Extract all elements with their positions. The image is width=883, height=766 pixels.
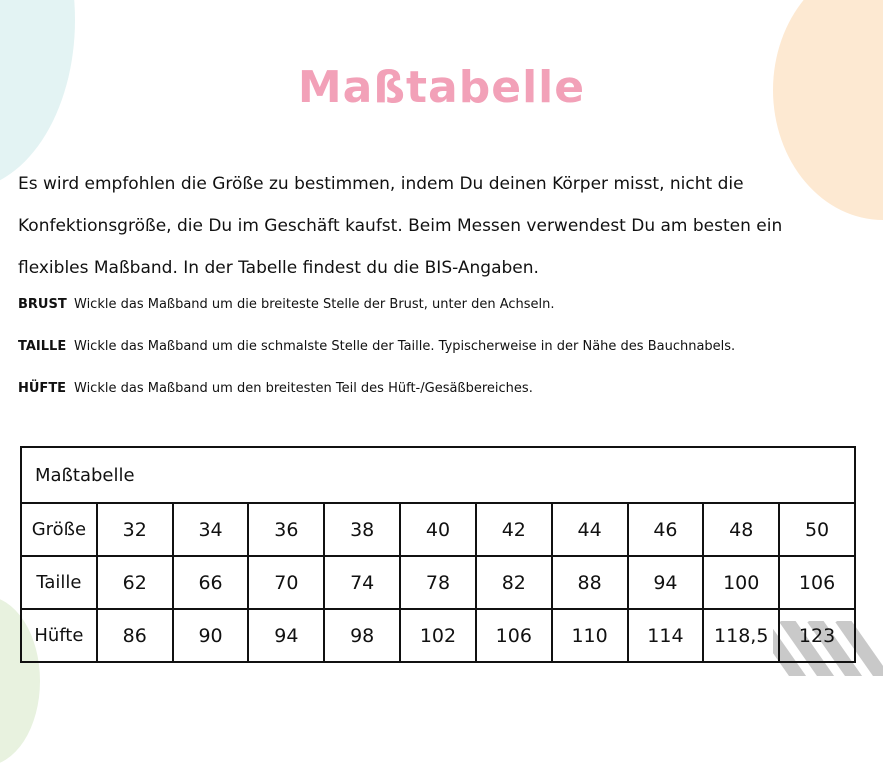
row-label: Hüfte xyxy=(21,609,97,662)
definition-brust xyxy=(18,297,555,312)
table-cell: 44 xyxy=(552,503,628,556)
table-row-groesse xyxy=(21,503,855,556)
definition-term: HÜFTE xyxy=(18,381,67,396)
table-cell: 78 xyxy=(400,556,476,609)
table-cell: 86 xyxy=(97,609,173,662)
definition-term: BRUST xyxy=(18,297,67,312)
table-cell: 110 xyxy=(552,609,628,662)
table-cell: 90 xyxy=(173,609,249,662)
page-title: Maßtabelle xyxy=(297,62,586,113)
table-cell: 74 xyxy=(324,556,400,609)
table-cell: 102 xyxy=(400,609,476,662)
table-cell: 100 xyxy=(703,556,779,609)
table-cell: 50 xyxy=(779,503,855,556)
table-cell: 32 xyxy=(97,503,173,556)
definition-taille xyxy=(18,339,735,354)
table-cell: 88 xyxy=(552,556,628,609)
table-cell: 36 xyxy=(248,503,324,556)
row-label: Größe xyxy=(21,503,97,556)
table-cell: 123 xyxy=(779,609,855,662)
table-caption: Maßtabelle xyxy=(21,447,855,503)
table-cell: 46 xyxy=(628,503,704,556)
table-cell: 94 xyxy=(628,556,704,609)
table-row-huefte xyxy=(21,609,855,662)
table-cell: 114 xyxy=(628,609,704,662)
definition-huefte xyxy=(18,381,533,396)
definition-term: TAILLE xyxy=(18,339,67,354)
table-cell: 34 xyxy=(173,503,249,556)
table-cell: 48 xyxy=(703,503,779,556)
table-cell: 106 xyxy=(476,609,552,662)
definition-text: Wickle das Maßband um die schmalste Stelle der Taille. Typischerweise in der Nähe des Bauchnabels. xyxy=(74,339,736,354)
intro-paragraph: Es wird empfohlen die Größe zu bestimmen, indem Du deinen Körper misst, nicht die Konfektionsgröße, die Du im Geschäft kaufst. Beim Messen verwendest Du am besten ein flexibles Maßband. In der Tabelle findest du die BIS-Angaben. xyxy=(18,174,783,278)
table-cell: 118,5 xyxy=(703,609,779,662)
table-cell: 106 xyxy=(779,556,855,609)
size-table xyxy=(20,446,856,663)
table-cell: 38 xyxy=(324,503,400,556)
row-label: Taille xyxy=(21,556,97,609)
table-cell: 98 xyxy=(324,609,400,662)
table-cell: 62 xyxy=(97,556,173,609)
table-cell: 40 xyxy=(400,503,476,556)
definition-text: Wickle das Maßband um den breitesten Teil des Hüft-/Gesäßbereiches. xyxy=(74,381,533,396)
table-cell: 66 xyxy=(173,556,249,609)
table-row-taille xyxy=(21,556,855,609)
table-cell: 42 xyxy=(476,503,552,556)
definition-text: Wickle das Maßband um die breiteste Stelle der Brust, unter den Achseln. xyxy=(74,297,555,312)
table-cell: 82 xyxy=(476,556,552,609)
table-cell: 70 xyxy=(248,556,324,609)
table-cell: 94 xyxy=(248,609,324,662)
